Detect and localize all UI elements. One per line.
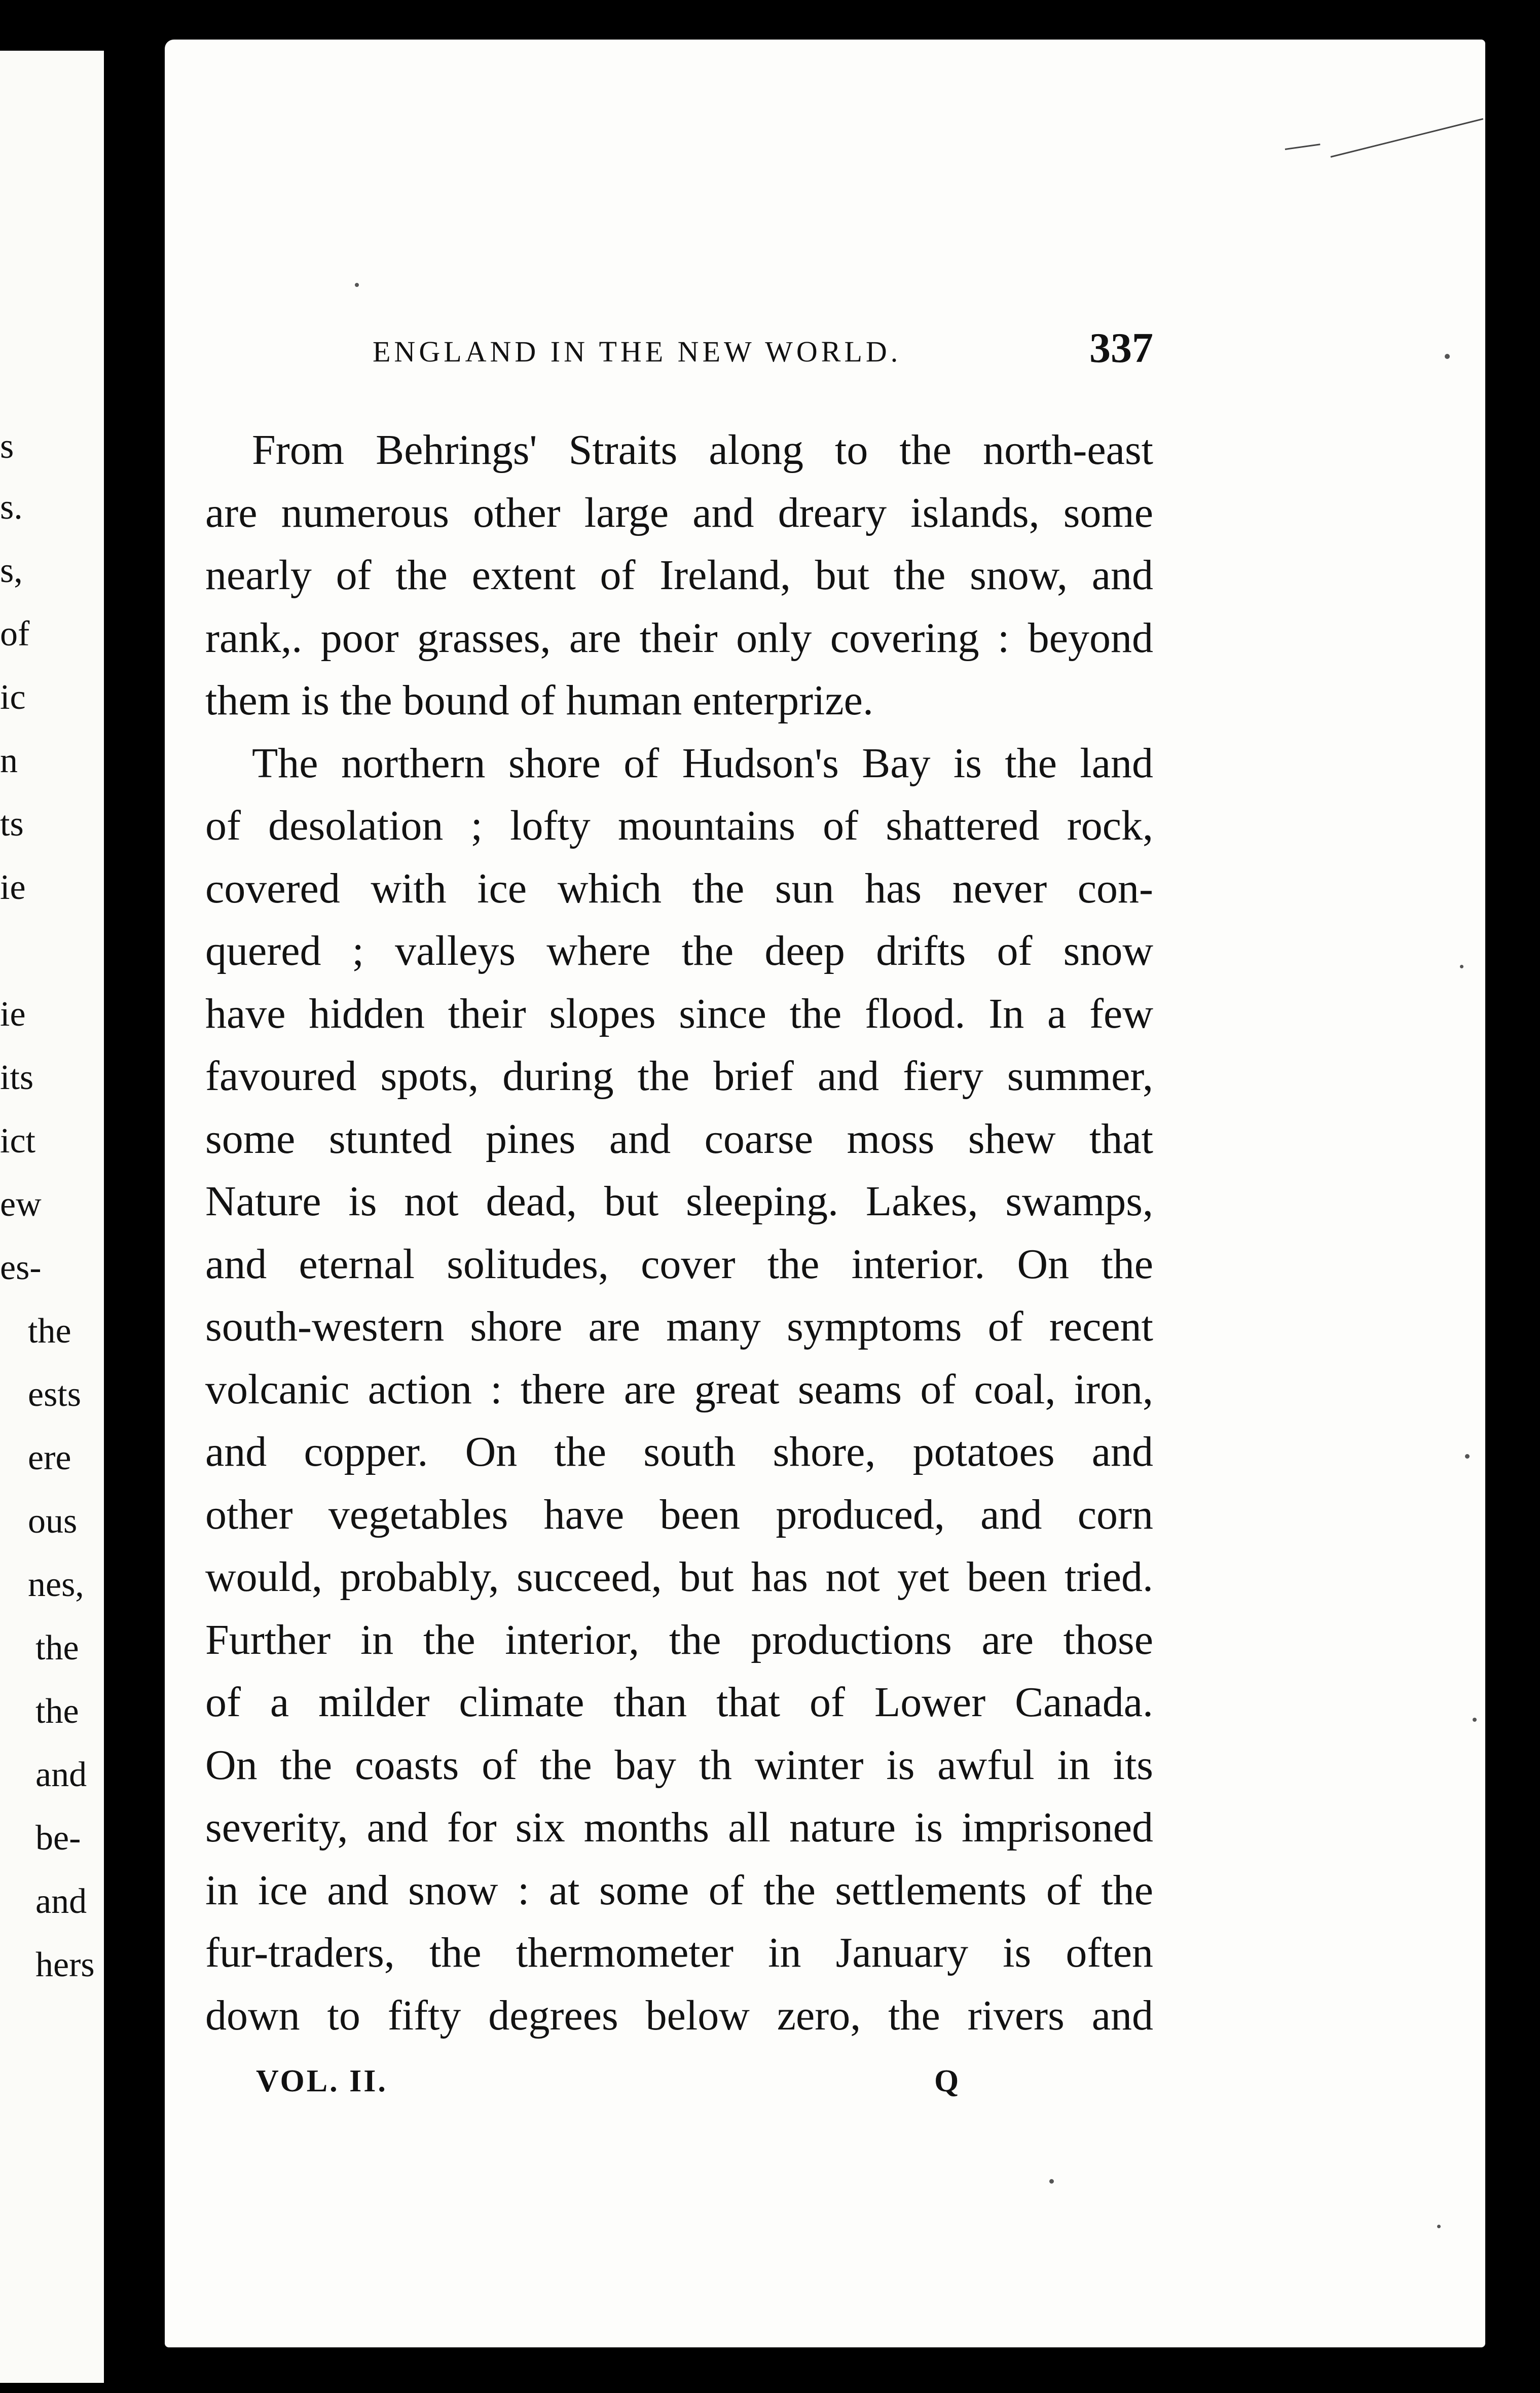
- text-line: covered with ice which the sun has never con-: [205, 864, 1153, 912]
- facing-page-fragment: ew: [0, 1185, 42, 1224]
- text-line: them is the bound of human enterprize.: [205, 677, 873, 724]
- facing-page-fragment: nes,: [28, 1565, 84, 1604]
- book-page: [165, 40, 1485, 2347]
- facing-page-fragment: the: [35, 1628, 79, 1667]
- running-title: ENGLAND IN THE NEW WORLD.: [373, 335, 902, 368]
- text-line: favoured spots, during the brief and fiery summer,: [205, 1053, 1153, 1100]
- text-line: The northern shore of Hudson's Bay is the land: [252, 739, 1153, 787]
- facing-page-fragment: ts: [0, 805, 24, 844]
- facing-page-fragment: [0, 920, 104, 982]
- paper-scratch: [1331, 118, 1484, 158]
- text-line: of a milder climate than that of Lower Canada.: [205, 1679, 1153, 1726]
- text-line: down to fifty degrees below zero, the rivers and: [205, 1991, 1153, 2039]
- text-line: and eternal solitudes, cover the interior. On the: [205, 1240, 1153, 1288]
- text-line: some stunted pines and coarse moss shew that: [205, 1115, 1153, 1163]
- paper-speck: [1460, 965, 1463, 968]
- body-text: [205, 419, 1153, 2047]
- facing-page-edge: [0, 51, 104, 2383]
- signature-mark: Q: [934, 2064, 961, 2098]
- paper-speck: [355, 283, 359, 287]
- paper-speck: [1437, 2225, 1441, 2228]
- page-footer: [205, 2053, 1153, 2109]
- facing-page-fragment: and: [35, 1882, 87, 1921]
- facing-page-fragment: s.: [0, 488, 23, 527]
- facing-page-fragment: the: [28, 1312, 71, 1351]
- facing-page-fragment: be-: [35, 1819, 81, 1858]
- facing-page-fragment: ie: [0, 868, 26, 907]
- facing-page-fragment: ic: [0, 678, 26, 717]
- facing-page-fragment: ere: [28, 1438, 71, 1477]
- paper-speck: [1049, 2179, 1054, 2184]
- text-line: Further in the interior, the productions are those: [205, 1616, 1153, 1663]
- paper-speck: [1445, 354, 1450, 359]
- paper-scratch: [1285, 143, 1321, 150]
- text-line: of desolation ; lofty mountains of shattered rock,: [205, 802, 1153, 849]
- text-line: have hidden their slopes since the flood. In a few: [205, 990, 1153, 1037]
- text-line: From Behrings' Straits along to the north-east: [252, 426, 1153, 474]
- paper-speck: [1473, 1718, 1477, 1722]
- facing-page-fragment: n: [0, 741, 18, 780]
- facing-page-fragment: s,: [0, 551, 23, 590]
- text-line: would, probably, succeed, but has not yet been tried.: [205, 1553, 1153, 1601]
- facing-page-fragment: hers: [35, 1945, 95, 1984]
- text-line: and copper. On the south shore, potatoes and: [205, 1428, 1153, 1475]
- running-head: [205, 314, 1153, 380]
- text-line: Nature is not dead, but sleeping. Lakes, swamps,: [205, 1178, 1153, 1225]
- text-line: in ice and snow : at some of the settlements of the: [205, 1866, 1153, 1914]
- text-line: On the coasts of the bay th winter is awful in its: [205, 1741, 1153, 1789]
- text-line: nearly of the extent of Ireland, but the snow, and: [205, 552, 1153, 599]
- text-line: rank,. poor grasses, are their only covering : beyond: [205, 614, 1153, 662]
- facing-page-fragment: its: [0, 1058, 34, 1097]
- facing-page-fragment: the: [35, 1692, 79, 1731]
- text-line: south-western shore are many symptoms of recent: [205, 1303, 1153, 1350]
- volume-label: VOL. II.: [256, 2064, 388, 2098]
- facing-page-fragment: ous: [28, 1502, 78, 1541]
- text-line: volcanic action : there are great seams of coal, iron,: [205, 1365, 1153, 1413]
- paper-speck: [1465, 1454, 1470, 1459]
- text-line: severity, and for six months all nature is imprisoned: [205, 1804, 1153, 1851]
- facing-page-fragment: s: [0, 427, 14, 466]
- facing-page-fragment: and: [35, 1755, 87, 1794]
- facing-page-fragment: ests: [28, 1375, 81, 1414]
- facing-page-fragment: of: [0, 614, 30, 654]
- facing-page-fragment: ict: [0, 1121, 35, 1161]
- text-line: fur-traders, the thermometer in January is often: [205, 1929, 1153, 1976]
- text-line: quered ; valleys where the deep drifts of snow: [205, 927, 1153, 974]
- facing-page-fragment: es-: [0, 1248, 42, 1287]
- facing-page-fragment: ie: [0, 995, 26, 1034]
- page-number: 337: [1089, 324, 1153, 372]
- text-line: other vegetables have been produced, and corn: [205, 1491, 1153, 1538]
- text-line: are numerous other large and dreary islands, some: [205, 489, 1153, 536]
